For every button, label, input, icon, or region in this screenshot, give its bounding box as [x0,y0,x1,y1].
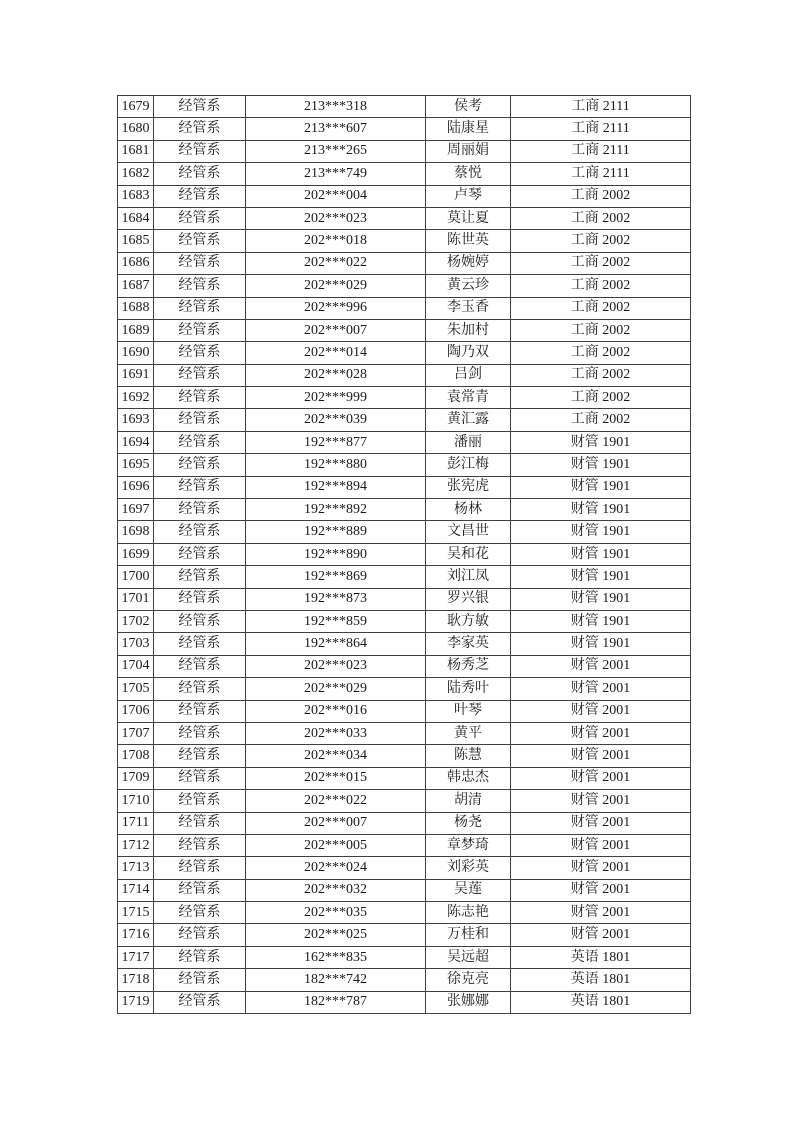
cell-class: 财管 2001 [511,790,691,812]
table-row [118,991,691,1013]
cell-class: 工商 2111 [511,140,691,162]
cell-number: 1682 [118,163,154,185]
student-roster-body [118,96,691,1014]
cell-number: 1708 [118,745,154,767]
cell-number: 1715 [118,902,154,924]
cell-class: 工商 2002 [511,342,691,364]
cell-number: 1704 [118,655,154,677]
cell-department: 经管系 [154,387,246,409]
cell-department: 经管系 [154,722,246,744]
cell-department: 经管系 [154,790,246,812]
cell-name: 文昌世 [426,521,511,543]
table-row [118,499,691,521]
cell-department: 经管系 [154,946,246,968]
cell-student_id: 202***016 [246,700,426,722]
cell-student_id: 202***023 [246,207,426,229]
table-row [118,946,691,968]
cell-student_id: 192***873 [246,588,426,610]
cell-name: 胡清 [426,790,511,812]
cell-name: 莫让夏 [426,207,511,229]
cell-student_id: 202***007 [246,319,426,341]
cell-number: 1694 [118,431,154,453]
cell-name: 陶乃双 [426,342,511,364]
cell-name: 万桂和 [426,924,511,946]
cell-department: 经管系 [154,543,246,565]
cell-class: 工商 2111 [511,96,691,118]
cell-department: 经管系 [154,857,246,879]
cell-class: 财管 2001 [511,745,691,767]
cell-name: 韩忠杰 [426,767,511,789]
cell-student_id: 202***029 [246,275,426,297]
cell-class: 财管 1901 [511,610,691,632]
cell-name: 徐克亮 [426,969,511,991]
table-row [118,140,691,162]
cell-department: 经管系 [154,163,246,185]
cell-student_id: 202***999 [246,387,426,409]
cell-number: 1702 [118,610,154,632]
cell-number: 1717 [118,946,154,968]
cell-name: 陆秀叶 [426,678,511,700]
table-row [118,902,691,924]
cell-student_id: 202***007 [246,812,426,834]
cell-name: 卢琴 [426,185,511,207]
cell-department: 经管系 [154,991,246,1013]
cell-number: 1685 [118,230,154,252]
table-row [118,767,691,789]
cell-class: 财管 2001 [511,767,691,789]
cell-student_id: 202***032 [246,879,426,901]
cell-name: 李玉香 [426,297,511,319]
student-roster-table [117,95,691,1014]
cell-class: 财管 1901 [511,476,691,498]
table-row [118,521,691,543]
table-row [118,566,691,588]
cell-number: 1695 [118,454,154,476]
cell-name: 蔡悦 [426,163,511,185]
table-row [118,812,691,834]
cell-name: 潘丽 [426,431,511,453]
table-row [118,879,691,901]
cell-class: 英语 1801 [511,946,691,968]
cell-department: 经管系 [154,96,246,118]
cell-number: 1716 [118,924,154,946]
cell-number: 1707 [118,722,154,744]
cell-class: 工商 2002 [511,252,691,274]
table-row [118,319,691,341]
cell-department: 经管系 [154,454,246,476]
table-row [118,633,691,655]
cell-name: 黄云珍 [426,275,511,297]
cell-department: 经管系 [154,812,246,834]
table-row [118,185,691,207]
cell-class: 工商 2002 [511,387,691,409]
cell-student_id: 213***749 [246,163,426,185]
table-row [118,454,691,476]
cell-class: 财管 1901 [511,588,691,610]
cell-name: 吴和花 [426,543,511,565]
table-row [118,230,691,252]
cell-name: 李家英 [426,633,511,655]
cell-student_id: 202***014 [246,342,426,364]
table-row [118,924,691,946]
cell-number: 1698 [118,521,154,543]
table-row [118,678,691,700]
cell-name: 张娜娜 [426,991,511,1013]
cell-department: 经管系 [154,655,246,677]
cell-department: 经管系 [154,230,246,252]
table-row [118,834,691,856]
cell-class: 财管 1901 [511,499,691,521]
cell-department: 经管系 [154,207,246,229]
cell-number: 1700 [118,566,154,588]
table-row [118,476,691,498]
cell-class: 工商 2002 [511,207,691,229]
cell-department: 经管系 [154,902,246,924]
cell-student_id: 213***607 [246,118,426,140]
cell-name: 袁常青 [426,387,511,409]
cell-number: 1683 [118,185,154,207]
cell-student_id: 202***033 [246,722,426,744]
cell-number: 1691 [118,364,154,386]
table-row [118,431,691,453]
cell-class: 工商 2002 [511,230,691,252]
table-row [118,207,691,229]
cell-department: 经管系 [154,566,246,588]
cell-department: 经管系 [154,633,246,655]
cell-class: 英语 1801 [511,969,691,991]
cell-student_id: 192***889 [246,521,426,543]
cell-class: 工商 2111 [511,118,691,140]
cell-department: 经管系 [154,588,246,610]
cell-number: 1681 [118,140,154,162]
cell-name: 叶琴 [426,700,511,722]
cell-department: 经管系 [154,476,246,498]
cell-student_id: 192***869 [246,566,426,588]
cell-class: 财管 2001 [511,812,691,834]
cell-name: 陈世英 [426,230,511,252]
cell-department: 经管系 [154,969,246,991]
cell-name: 章梦琦 [426,834,511,856]
table-row [118,364,691,386]
cell-number: 1714 [118,879,154,901]
cell-department: 经管系 [154,745,246,767]
cell-department: 经管系 [154,140,246,162]
cell-student_id: 202***004 [246,185,426,207]
table-row [118,118,691,140]
table-row [118,969,691,991]
cell-student_id: 192***892 [246,499,426,521]
cell-student_id: 202***022 [246,790,426,812]
cell-student_id: 192***894 [246,476,426,498]
cell-department: 经管系 [154,118,246,140]
cell-name: 张宪虎 [426,476,511,498]
cell-class: 工商 2002 [511,364,691,386]
cell-name: 吕剑 [426,364,511,386]
cell-number: 1688 [118,297,154,319]
cell-number: 1693 [118,409,154,431]
table-row [118,409,691,431]
table-row [118,610,691,632]
cell-department: 经管系 [154,834,246,856]
cell-number: 1697 [118,499,154,521]
cell-student_id: 202***005 [246,834,426,856]
table-row [118,722,691,744]
cell-number: 1703 [118,633,154,655]
cell-class: 工商 2002 [511,275,691,297]
cell-name: 朱加村 [426,319,511,341]
cell-student_id: 202***022 [246,252,426,274]
cell-department: 经管系 [154,297,246,319]
cell-name: 杨林 [426,499,511,521]
cell-number: 1712 [118,834,154,856]
cell-number: 1686 [118,252,154,274]
cell-class: 工商 2002 [511,409,691,431]
cell-student_id: 192***890 [246,543,426,565]
cell-name: 吴远超 [426,946,511,968]
cell-department: 经管系 [154,767,246,789]
cell-department: 经管系 [154,275,246,297]
cell-student_id: 202***024 [246,857,426,879]
cell-student_id: 202***015 [246,767,426,789]
cell-number: 1713 [118,857,154,879]
cell-name: 黄平 [426,722,511,744]
cell-name: 吴莲 [426,879,511,901]
cell-student_id: 202***018 [246,230,426,252]
cell-name: 耿方敏 [426,610,511,632]
cell-class: 财管 2001 [511,857,691,879]
table-row [118,857,691,879]
table-row [118,655,691,677]
cell-department: 经管系 [154,252,246,274]
table-row [118,252,691,274]
cell-student_id: 202***039 [246,409,426,431]
cell-class: 财管 2001 [511,924,691,946]
table-row [118,588,691,610]
table-row [118,163,691,185]
cell-name: 陈志艳 [426,902,511,924]
cell-class: 工商 2111 [511,163,691,185]
cell-student_id: 202***029 [246,678,426,700]
cell-class: 财管 1901 [511,566,691,588]
table-row [118,342,691,364]
table-row [118,543,691,565]
cell-department: 经管系 [154,319,246,341]
cell-department: 经管系 [154,499,246,521]
cell-number: 1718 [118,969,154,991]
table-row [118,387,691,409]
cell-class: 财管 2001 [511,879,691,901]
cell-class: 财管 1901 [511,543,691,565]
cell-student_id: 192***877 [246,431,426,453]
cell-class: 财管 2001 [511,678,691,700]
cell-department: 经管系 [154,610,246,632]
cell-number: 1699 [118,543,154,565]
cell-number: 1719 [118,991,154,1013]
cell-number: 1711 [118,812,154,834]
cell-name: 陈慧 [426,745,511,767]
cell-name: 陆康星 [426,118,511,140]
cell-number: 1690 [118,342,154,364]
cell-department: 经管系 [154,431,246,453]
cell-name: 杨尧 [426,812,511,834]
cell-name: 侯考 [426,96,511,118]
cell-student_id: 182***742 [246,969,426,991]
table-row [118,745,691,767]
cell-class: 财管 1901 [511,454,691,476]
cell-department: 经管系 [154,678,246,700]
cell-student_id: 192***880 [246,454,426,476]
cell-student_id: 202***034 [246,745,426,767]
cell-class: 英语 1801 [511,991,691,1013]
cell-class: 财管 2001 [511,902,691,924]
cell-department: 经管系 [154,700,246,722]
cell-name: 罗兴银 [426,588,511,610]
cell-number: 1687 [118,275,154,297]
cell-department: 经管系 [154,924,246,946]
cell-student_id: 202***025 [246,924,426,946]
cell-department: 经管系 [154,521,246,543]
cell-name: 刘彩英 [426,857,511,879]
cell-number: 1696 [118,476,154,498]
cell-number: 1684 [118,207,154,229]
cell-name: 周丽娟 [426,140,511,162]
cell-number: 1706 [118,700,154,722]
cell-student_id: 202***996 [246,297,426,319]
cell-name: 杨婉婷 [426,252,511,274]
cell-student_id: 192***864 [246,633,426,655]
cell-name: 彭江梅 [426,454,511,476]
table-row [118,96,691,118]
cell-class: 工商 2002 [511,185,691,207]
cell-student_id: 202***035 [246,902,426,924]
cell-department: 经管系 [154,185,246,207]
cell-class: 工商 2002 [511,319,691,341]
cell-number: 1679 [118,96,154,118]
cell-student_id: 213***265 [246,140,426,162]
cell-number: 1710 [118,790,154,812]
cell-department: 经管系 [154,364,246,386]
cell-number: 1689 [118,319,154,341]
cell-student_id: 162***835 [246,946,426,968]
cell-name: 刘江凤 [426,566,511,588]
cell-student_id: 182***787 [246,991,426,1013]
table-row [118,790,691,812]
table-row [118,700,691,722]
table-row [118,297,691,319]
cell-number: 1692 [118,387,154,409]
cell-class: 财管 2001 [511,834,691,856]
cell-class: 工商 2002 [511,297,691,319]
cell-department: 经管系 [154,342,246,364]
cell-name: 杨秀芝 [426,655,511,677]
cell-number: 1709 [118,767,154,789]
table-row [118,275,691,297]
cell-class: 财管 1901 [511,431,691,453]
cell-department: 经管系 [154,409,246,431]
cell-class: 财管 2001 [511,700,691,722]
cell-number: 1701 [118,588,154,610]
cell-student_id: 192***859 [246,610,426,632]
cell-number: 1680 [118,118,154,140]
cell-class: 财管 1901 [511,633,691,655]
cell-student_id: 213***318 [246,96,426,118]
cell-student_id: 202***023 [246,655,426,677]
cell-class: 财管 2001 [511,655,691,677]
cell-student_id: 202***028 [246,364,426,386]
cell-name: 黄汇露 [426,409,511,431]
cell-number: 1705 [118,678,154,700]
cell-class: 财管 2001 [511,722,691,744]
cell-class: 财管 1901 [511,521,691,543]
cell-department: 经管系 [154,879,246,901]
